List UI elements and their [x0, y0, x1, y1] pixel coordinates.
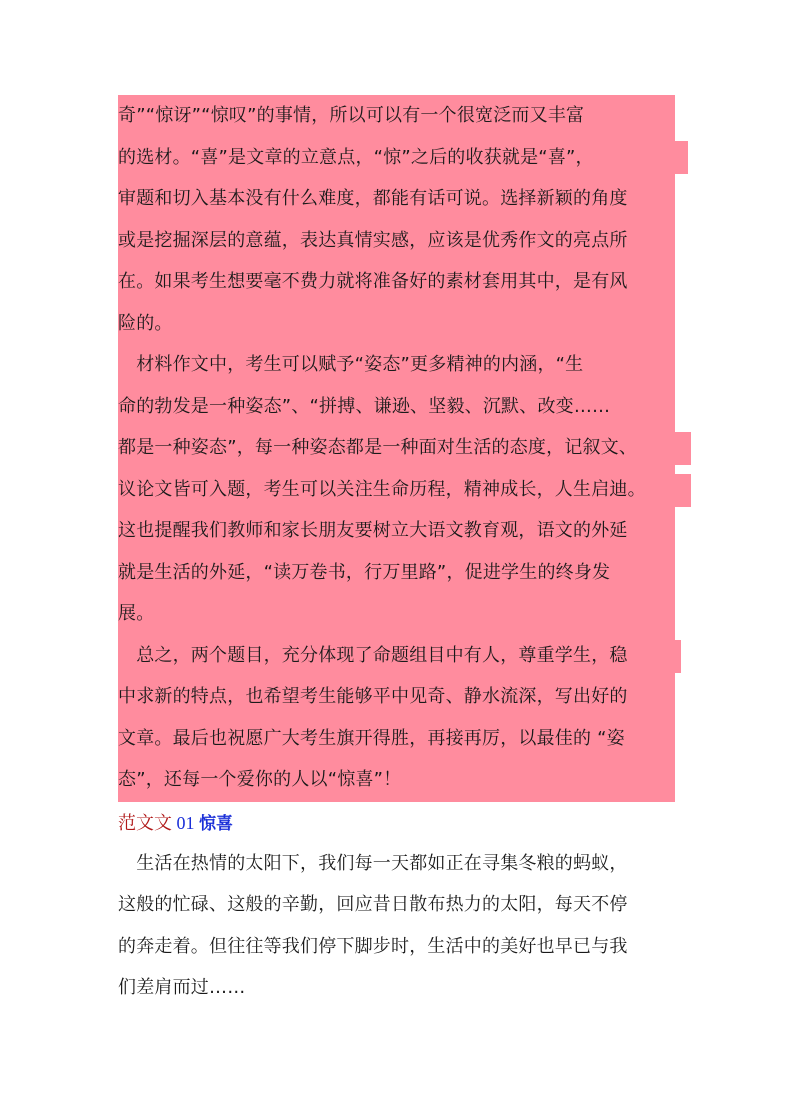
paragraph-line: 这也提醒我们教师和家长朋友要树立大语文教育观，语文的外延	[118, 520, 628, 541]
body-line: 的奔走着。但往往等我们停下脚步时，生活中的美好也早已与我	[118, 936, 628, 957]
paragraph-line: 或是挖掘深层的意蕴，表达真情实感，应该是优秀作文的亮点所	[118, 230, 628, 251]
paragraph-line: 展。	[118, 603, 155, 624]
heading-prefix: 范文文	[118, 813, 172, 833]
highlight-extension	[675, 474, 691, 507]
paragraph-line: 文章。最后也祝愿广大考生旗开得胜，再接再厉，以最佳的 “姿	[118, 728, 625, 749]
highlight-extension	[675, 640, 681, 673]
body-line: 这般的忙碌、这般的辛勤，回应昔日散布热力的太阳，每天不停	[118, 894, 628, 915]
paragraph-line: 险的。	[118, 313, 173, 334]
body-line: 们差肩而过……	[118, 977, 246, 998]
paragraph-line: 就是生活的外延，“读万卷书，行万里路”，促进学生的终身发	[118, 562, 611, 583]
essay-heading	[118, 811, 233, 836]
paragraph-line: 议论文皆可入题，考生可以关注生命历程，精神成长，人生启迪。	[118, 479, 646, 500]
paragraph-line: 在。如果考生想要毫不费力就将准备好的素材套用其中，是有风	[118, 271, 628, 292]
heading-title: 惊喜	[199, 814, 233, 834]
paragraph-line: 材料作文中，考生可以赋予“姿态”更多精神的内涵，“生	[118, 354, 584, 375]
paragraph-line: 中求新的特点，也希望考生能够平中见奇、静水流深，写出好的	[118, 686, 628, 707]
paragraph-line: 命的勃发是一种姿态”、“拼搏、谦逊、坚毅、沉默、改变……	[118, 396, 611, 417]
paragraph-line: 态”，还每一个爱你的人以“惊喜”！	[118, 769, 402, 790]
paragraph-line: 审题和切入基本没有什么难度，都能有话可说。选择新颖的角度	[118, 188, 628, 209]
paragraph-line: 都是一种姿态”，每一种姿态都是一种面对生活的态度，记叙文、	[118, 437, 638, 458]
highlight-extension	[675, 432, 691, 465]
body-line: 生活在热情的太阳下，我们每一天都如正在寻集冬粮的蚂蚁，	[118, 853, 628, 874]
paragraph-line: 的选材。“喜”是文章的立意点，“惊”之后的收获就是“喜”，	[118, 147, 594, 168]
heading-number: 01	[176, 813, 195, 833]
paragraph-line: 总之，两个题目，充分体现了命题组目中有人，尊重学生，稳	[118, 645, 628, 666]
highlight-extension	[675, 141, 688, 174]
paragraph-line: 奇”“惊讶”“惊叹”的事情，所以可以有一个很宽泛而又丰富	[118, 105, 585, 126]
